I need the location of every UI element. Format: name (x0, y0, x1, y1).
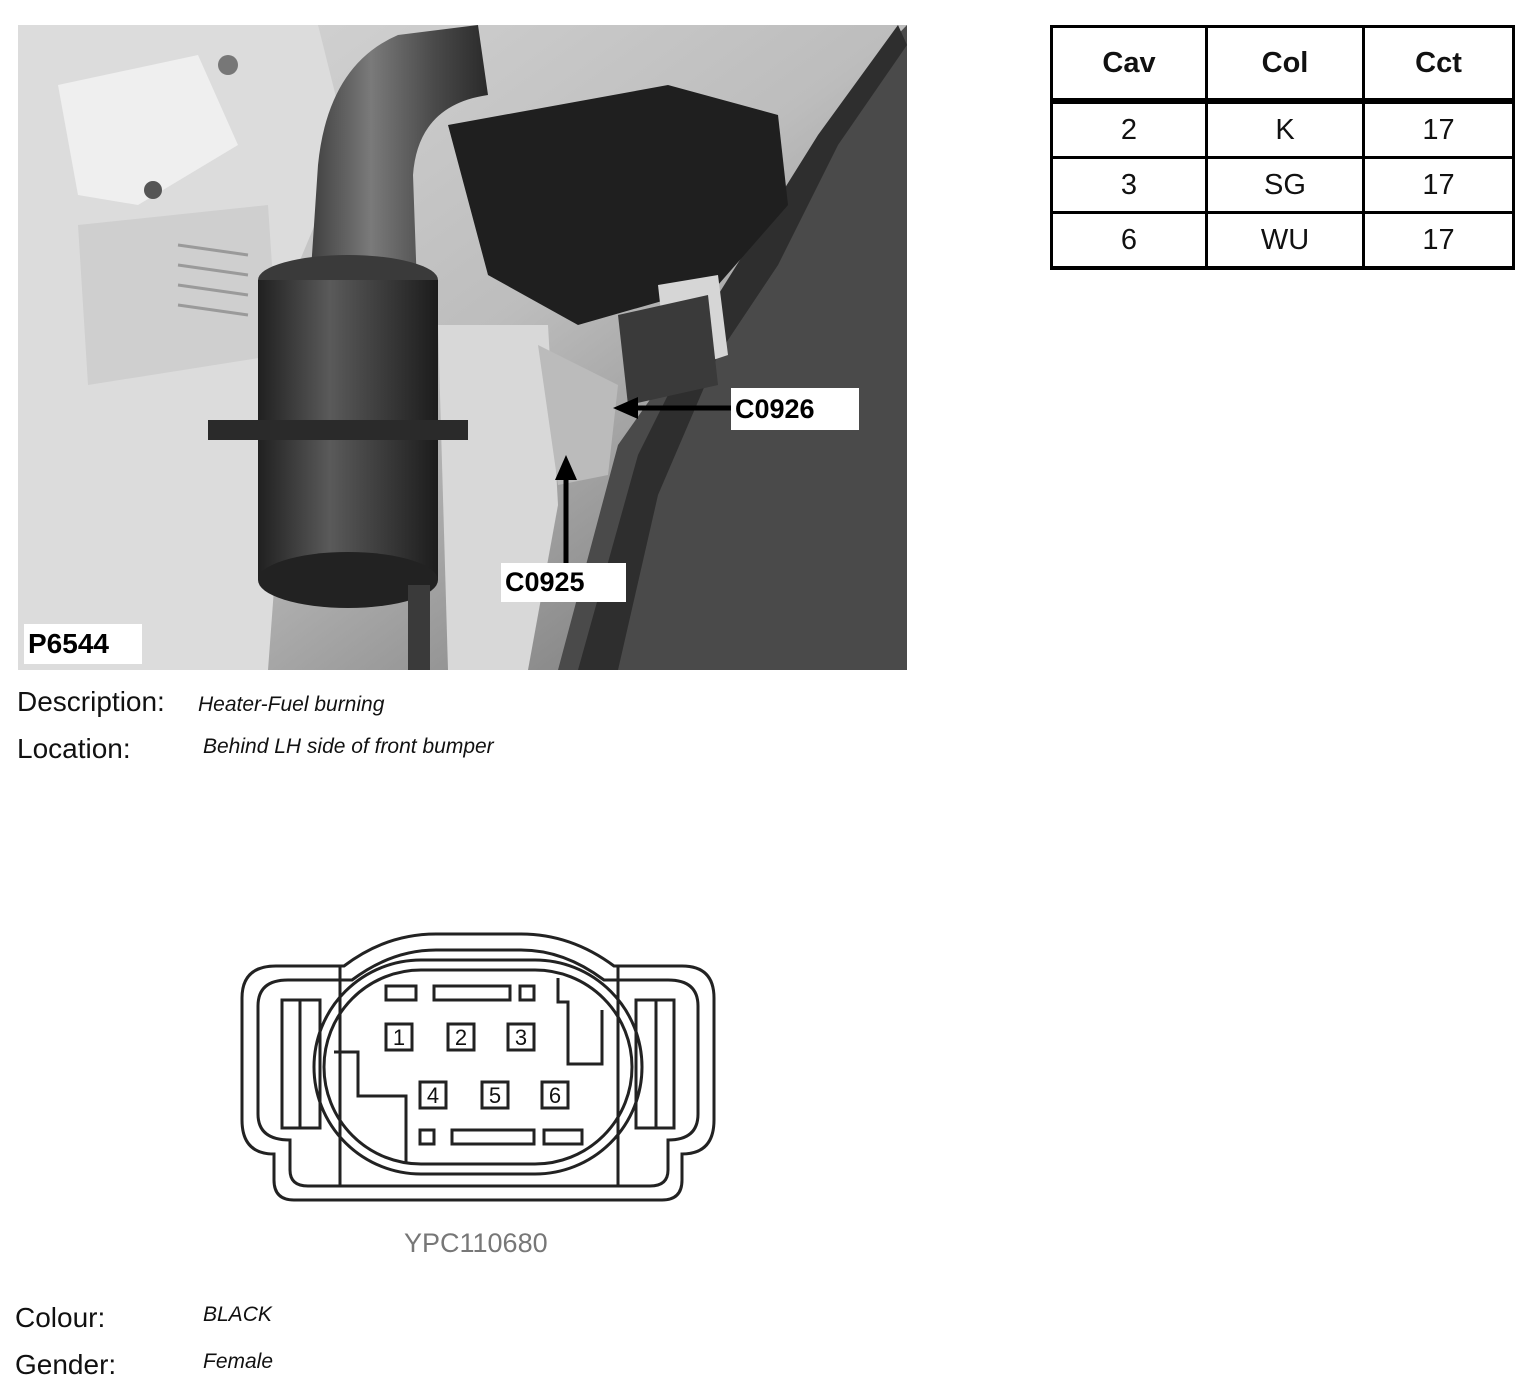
table-row (1052, 213, 1514, 269)
callout-c0925: C0925 (501, 563, 626, 602)
location-label: Location: (17, 733, 131, 764)
colour-value: BLACK (203, 1303, 272, 1326)
table-row (1052, 158, 1514, 213)
cell-cav: 6 (1052, 213, 1207, 269)
connector-face-diagram (236, 930, 720, 1210)
cell-col: SG (1207, 158, 1364, 213)
pin-6-label: 6 (548, 1083, 562, 1108)
pin-4-label: 4 (426, 1083, 440, 1108)
description-label: Description: (17, 686, 165, 717)
connector-insert (314, 960, 642, 1174)
cell-cav: 3 (1052, 158, 1207, 213)
cavity-color-circuit-table (1050, 25, 1515, 270)
table-header-row (1052, 27, 1514, 102)
gender-value: Female (203, 1350, 274, 1373)
cell-col: K (1207, 101, 1364, 158)
header-cct: Cct (1364, 27, 1514, 102)
header-col: Col (1207, 27, 1364, 102)
pin-5-label: 5 (488, 1083, 502, 1108)
colour-label: Colour: (15, 1302, 106, 1333)
gender-label: Gender: (15, 1349, 117, 1380)
connector-location-photo (18, 25, 907, 670)
pin-1-label: 1 (392, 1025, 406, 1050)
cell-cav: 2 (1052, 101, 1207, 158)
location-value: Behind LH side of front bumper (203, 735, 494, 758)
cell-cct: 17 (1364, 158, 1514, 213)
table-row (1052, 101, 1514, 158)
cell-col: WU (1207, 213, 1364, 269)
cell-cct: 17 (1364, 213, 1514, 269)
pin-2-label: 2 (454, 1025, 468, 1050)
photo-reference-label: P6544 (24, 624, 142, 664)
description-value: Heater-Fuel burning (198, 693, 385, 716)
callout-c0926: C0926 (731, 388, 859, 430)
cell-cct: 17 (1364, 101, 1514, 158)
header-cav: Cav (1052, 27, 1207, 102)
connector-part-number: YPC110680 (404, 1228, 548, 1258)
pin-3-label: 3 (514, 1025, 528, 1050)
